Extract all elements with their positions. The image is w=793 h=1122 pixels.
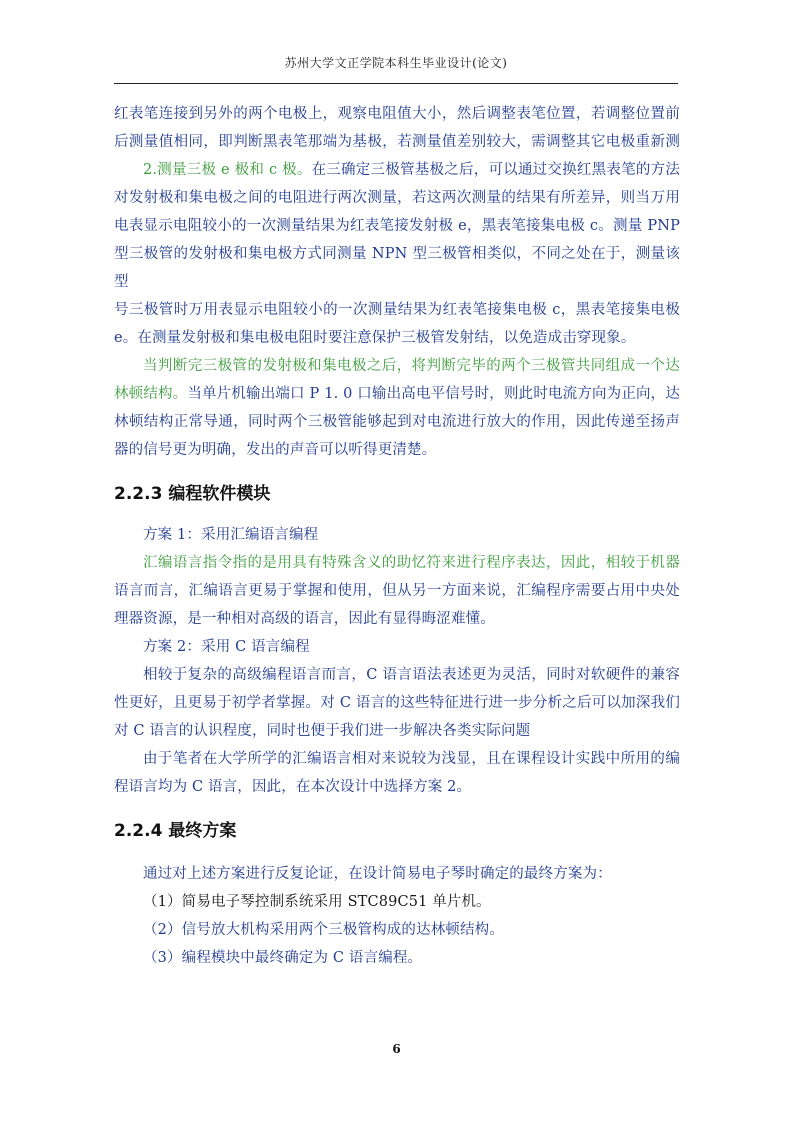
paragraph-text-green: 林顿结构。 <box>114 386 188 402</box>
paragraph-line: 程语言均为 C 语言，因此，在本次设计中选择方案 2。 <box>114 779 472 795</box>
paragraph-line: 对发射极和集电极之间的电阻进行两次测量，若这两次测量的结果有所差异，则当万用 <box>114 190 680 206</box>
list-item: （2）信号放大机构采用两个三极管构成的达林顿结构。 <box>143 922 504 938</box>
header-rule <box>114 83 678 84</box>
paragraph-line: 号三极管时万用表显示电阻较小的一次测量结果为红表笔接集电极 c，黑表笔接集电极 <box>114 302 680 318</box>
paragraph-text: 在三确定三极管基极之后，可以通过交换红黑表笔的方法 <box>311 162 680 178</box>
numbered-step-label: 2.测量三极 e 极和 c 极。 <box>143 162 312 178</box>
paragraph-line: 对 C 语言的认识程度，同时也便于我们进一步解决各类实际问题 <box>114 723 531 739</box>
paragraph-line: 红表笔连接到另外的两个电极上，观察电阻值大小，然后调整表笔位置，若调整位置前 <box>114 106 680 122</box>
paragraph-line: 语言而言，汇编语言更易于掌握和使用，但从另一方面来说，汇编程序需要占用中央处 <box>114 583 680 599</box>
list-item: （1）简易电子琴控制系统采用 STC89C51 单片机。 <box>143 894 491 910</box>
paragraph-line: 型三极管的发射极和集电极方式同测量 NPN 型三极管相类似，不同之处在于，测量该型 <box>114 246 680 290</box>
paragraph-line: 当判断完三极管的发射极和集电极之后，将判断完毕的两个三极管共同组成一个达 <box>143 358 680 374</box>
section-heading-2-2-4: 2.2.4 最终方案 <box>114 821 237 841</box>
paragraph-line: 器的信号更为明确，发出的声音可以听得更清楚。 <box>114 442 437 458</box>
paragraph-line: 汇编语言指令指的是用具有特殊含义的助忆符来进行程序表达，因此，相较于机器 <box>143 555 680 571</box>
paragraph-line <box>114 156 680 184</box>
running-header: 苏州大学文正学院本科生毕业设计(论文) <box>284 56 508 70</box>
final-scheme-intro: 通过对上述方案进行反复论证，在设计简易电子琴时确定的最终方案为： <box>143 866 612 882</box>
page-body <box>114 100 680 972</box>
paragraph-line: 性更好，且更易于初学者掌握。对 C 语言的这些特征进行进一步分析之后可以加深我们 <box>114 695 680 711</box>
list-item: （3）编程模块中最终确定为 C 语言编程。 <box>143 950 423 966</box>
paragraph-line: 理器资源，是一种相对高级的语言，因此有显得晦涩难懂。 <box>114 611 495 627</box>
section-heading-2-2-3: 2.2.3 编程软件模块 <box>114 484 271 504</box>
paragraph-line: 相较于复杂的高级编程语言而言，C 语言语法表述更为灵活，同时对软硬件的兼容 <box>143 667 680 683</box>
paragraph-text: 当单片机输出端口 P 1. 0 口输出高电平信号时，则此时电流方向为正向，达 <box>187 386 681 402</box>
paragraph-line: 由于笔者在大学所学的汇编语言相对来说较为浅显，且在课程设计实践中所用的编 <box>143 751 680 767</box>
paragraph-line: 林顿结构正常导通，同时两个三极管能够起到对电流进行放大的作用，因此传递至扬声 <box>114 414 680 430</box>
scheme-1-label: 方案 1：采用汇编语言编程 <box>143 527 319 543</box>
scheme-2-label: 方案 2：采用 C 语言编程 <box>143 639 310 655</box>
paragraph-line <box>114 380 680 408</box>
paragraph-line: 后测量值相同，即判断黑表笔那端为基极，若测量值差别较大，需调整其它电极重新测 <box>114 134 680 150</box>
paragraph-line: 电表显示电阻较小的一次测量结果为红表笔接发射极 e，黑表笔接集电极 c。测量 PNP <box>114 218 680 234</box>
page-number: 6 <box>392 1042 401 1056</box>
paragraph-line: e。在测量发射极和集电极电阻时要注意保护三极管发射结，以免造成击穿现象。 <box>114 330 636 346</box>
